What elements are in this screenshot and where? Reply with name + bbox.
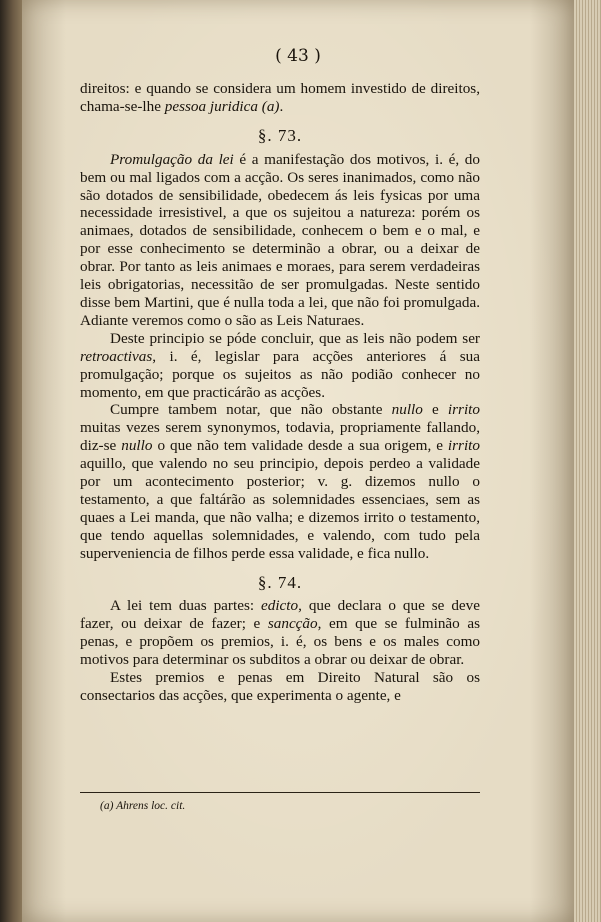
page-number: ( 43 ) xyxy=(275,46,321,66)
section-73-paragraph-1: Promulgação da lei é a manifestação dos motivos, i. é, do bem ou mal ligados com a acção. Os seres inanimados, como não são dotados de sensibilidade, obedecem ás leis fysicas por uma necessidade irresistivel, a que os sujeitou a natureza: porém os animaes, dotados de sensibilidade, conhecem o bem e o mal, e por esse conhecimento se determinão a obrar, ou a deixar de obrar. Por tanto as leis animaes e moraes, para serem verdadeiras leis obrigatorias, necessitão de ser promulgadas. Neste sentido disse bem Martini, que é nulla toda a lei, que não foi promulgada. Adiante veremos como o são as Leis Naturaes. xyxy=(80,150,480,329)
section-73-heading: §. 73. xyxy=(257,125,303,145)
book-gutter xyxy=(0,0,22,922)
book-page xyxy=(22,0,574,922)
footnote: (a) Ahrens loc. cit. xyxy=(100,800,186,812)
page-edges xyxy=(574,0,601,922)
page-body xyxy=(80,80,480,705)
section-74-paragraph-2: Estes premios e penas em Direito Natural são os consectarios das acções, que experimenta o agente, e xyxy=(80,669,480,704)
section-73-paragraph-3: Cumpre tambem notar, que não obstante nullo e irrito muitas vezes serem synonymos, todavia, propriamente fallando, diz-se nullo o que não tem validade desde a sua origem, e irrito aquillo, que valendo no seu principio, depois perdeo a validade por um acontecimento posterior; v. g. dizemos nullo o testamento, a que faltárão as solemnidades essenciaes, sem as quaes a Lei manda, que não valha; e dizemos irrito o testamento, que tendo aquellas solemnidades, e valendo, com tudo pela superveniencia de filhos perde essa validade, e fica nullo. xyxy=(80,401,480,562)
footnote-rule xyxy=(80,792,480,793)
continuation-paragraph: direitos: e quando se considera um homem investido de direitos, chama-se-lhe pessoa juridica (a). xyxy=(80,80,480,115)
section-74-paragraph-1: A lei tem duas partes: edicto, que declara o que se deve fazer, ou deixar de fazer; e sancção, em que se fulminão as penas, e propõem os premios, i. é, os bens e os males como motivos para determinar os subditos a obrar ou deixar de obrar. xyxy=(80,597,481,669)
section-74-heading: §. 74. xyxy=(257,572,303,592)
section-73-paragraph-2: Deste principio se póde concluir, que as leis não podem ser retroactivas, i. é, legislar para acções anteriores á sua promulgação; porque os sujeitos as não podião conhecer no momento, em que practicárão as acções. xyxy=(80,329,480,401)
